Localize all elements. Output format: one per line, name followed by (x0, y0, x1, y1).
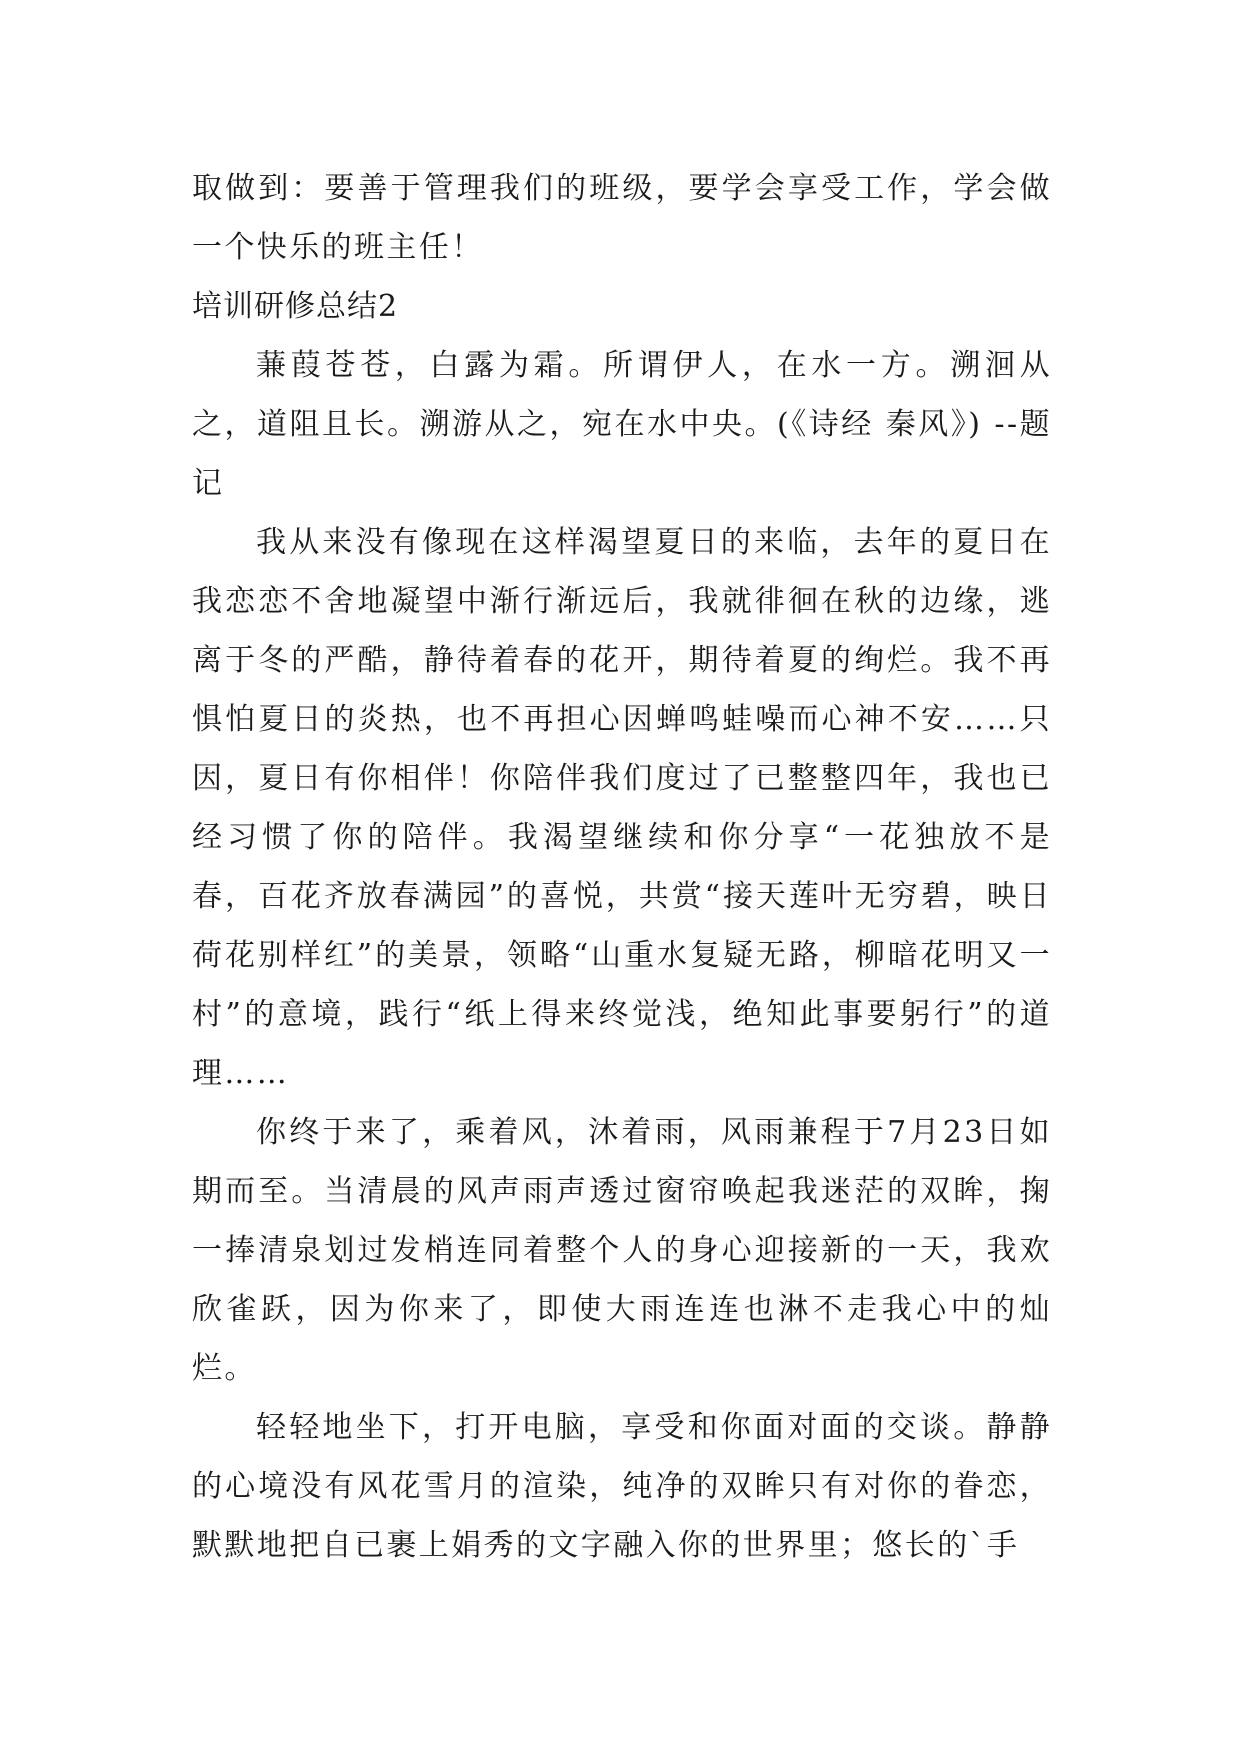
body-paragraph: 你终于来了，乘着风，沐着雨，风雨兼程于7月23日如期而至。当清晨的风声雨声透过窗帘唤起我迷茫的双眸，掬一捧清泉划过发梢连同着整个人的身心迎接新的一天，我欢欣雀跃，因为你来了，即使大雨连连也淋不走我心中的灿烂。 (192, 1115, 1052, 1386)
document-body (192, 159, 1052, 1575)
epigraph-paragraph: 蒹葭苍苍，白露为霜。所谓伊人，在水一方。溯洄从之，道阻且长。溯游从之，宛在水中央。(《诗经 秦风》) --题记 (192, 348, 1052, 501)
section-title: 培训研修总结2 (192, 289, 399, 324)
intro-paragraph: 取做到：要善于管理我们的班级，要学会享受工作，学会做一个快乐的班主任！ (192, 171, 1052, 265)
body-paragraph: 我从来没有像现在这样渴望夏日的来临，去年的夏日在我恋恋不舍地凝望中渐行渐远后，我就徘徊在秋的边缘，逃离于冬的严酷，静待着春的花开，期待着夏的绚烂。我不再惧怕夏日的炎热，也不再担心因蝉鸣蛙噪而心神不安……只因，夏日有你相伴！你陪伴我们度过了已整整四年，我也已经习惯了你的陪伴。我渴望继续和你分享“一花独放不是春，百花齐放春满园”的喜悦，共赏“接天莲叶无穷碧，映日荷花别样红”的美景，领略“山重水复疑无路，柳暗花明又一村”的意境，践行“纸上得来终觉浅，绝知此事要躬行”的道理…… (192, 525, 1052, 1091)
body-paragraph: 轻轻地坐下，打开电脑，享受和你面对面的交谈。静静的心境没有风花雪月的渲染，纯净的双眸只有对你的眷恋，默默地把自已裹上娟秀的文字融入你的世界里；悠长的`手 (192, 1410, 1052, 1563)
